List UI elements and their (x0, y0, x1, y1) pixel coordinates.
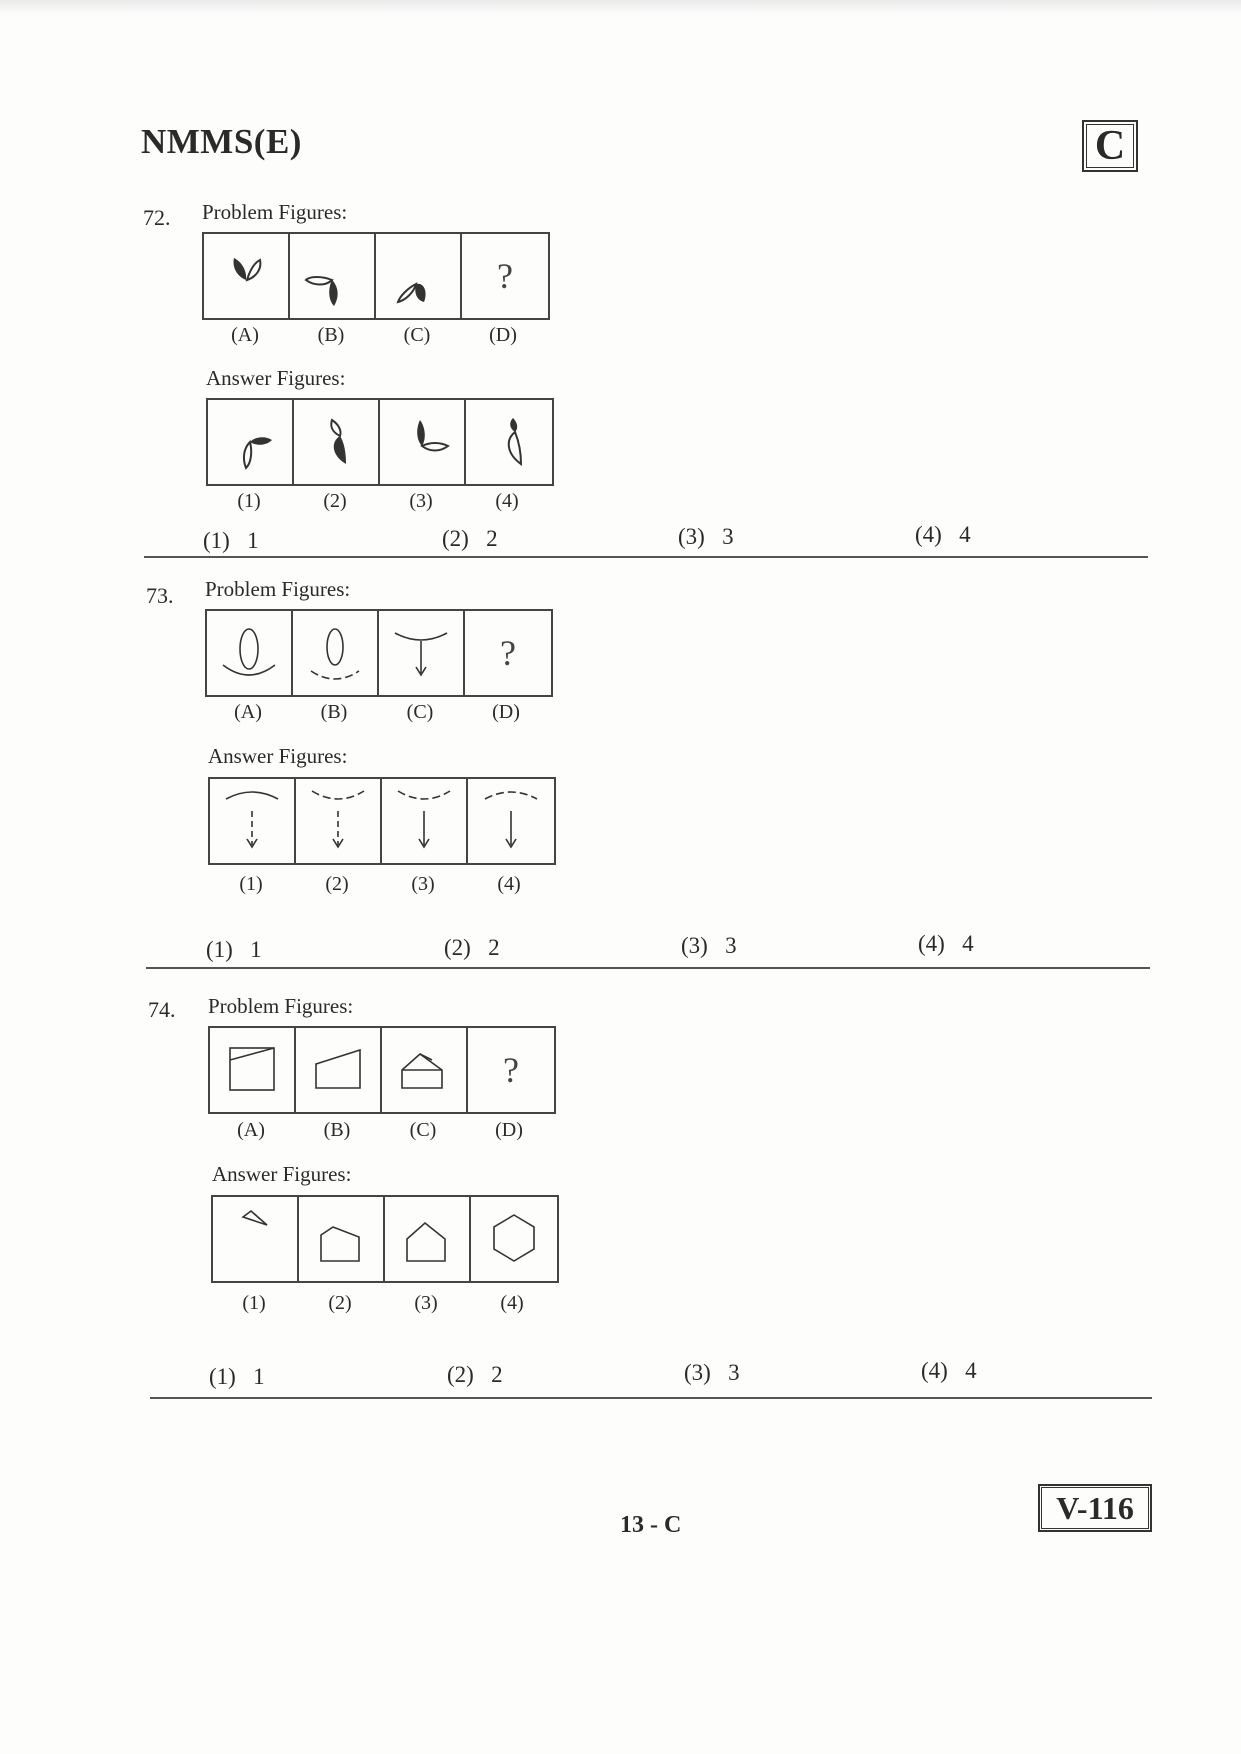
leaf-pair-figure (378, 236, 458, 316)
answer-figure-1[interactable] (208, 400, 294, 484)
problem-figures (202, 232, 550, 320)
option-2[interactable]: (2) 2 (442, 526, 498, 551)
answer-figure-2[interactable] (299, 1197, 385, 1281)
problem-figures-label: Problem Figures: (202, 200, 348, 224)
problem-figure-b (290, 234, 376, 318)
answer-captions (211, 1292, 555, 1315)
caption: (B) (317, 324, 345, 346)
leaf-pair-figure (469, 402, 549, 482)
caption: (3) (411, 873, 435, 895)
answer-figure-1[interactable] (210, 779, 296, 863)
caption: (1) (239, 873, 263, 895)
answer-figures-label: Answer Figures: (208, 744, 348, 768)
caption: (2) (323, 490, 347, 512)
trapezoid-figure (298, 1030, 378, 1110)
problem-figure-a (204, 234, 290, 318)
leaf-pair-figure (210, 402, 290, 482)
question-mark: ? (503, 1050, 519, 1090)
caption: (C) (409, 1119, 437, 1141)
problem-figure-b (293, 611, 379, 695)
option-4[interactable]: (4) 4 (918, 931, 974, 956)
problem-figure-d (465, 611, 551, 695)
answer-captions (206, 490, 550, 513)
caption: (D) (495, 1119, 523, 1141)
square-diagonal-figure (212, 1030, 292, 1110)
problem-captions (208, 1119, 552, 1142)
problem-figure-c (379, 611, 465, 695)
question-number: 72. (143, 205, 171, 230)
question-number: 74. (148, 997, 176, 1022)
problem-figure-a (210, 1028, 296, 1112)
answer-figure-4[interactable] (466, 400, 552, 484)
page-number: 13 - C (620, 1512, 682, 1538)
page-title: NMMS(E) (141, 122, 302, 161)
pentagon-figure (387, 1199, 467, 1279)
problem-figure-d (468, 1028, 554, 1112)
option-1[interactable]: (1) 1 (209, 1364, 265, 1389)
problem-captions (202, 324, 546, 347)
pentagon-figure (384, 1030, 464, 1110)
ellipse-arc-figure (209, 613, 289, 693)
caption: (B) (323, 1119, 351, 1141)
small-triangle-figure (215, 1199, 295, 1279)
caption: (1) (242, 1292, 266, 1314)
option-3[interactable]: (3) 3 (681, 933, 737, 958)
problem-captions (205, 701, 549, 724)
question-mark: ? (500, 633, 516, 673)
caption: (4) (497, 873, 521, 895)
option-2[interactable]: (2) 2 (444, 935, 500, 960)
arrow-arc-figure (381, 613, 461, 693)
answer-figure-1[interactable] (213, 1197, 299, 1281)
caption: (D) (489, 324, 517, 346)
caption: (2) (328, 1292, 352, 1314)
question-number: 73. (146, 583, 174, 608)
hexagon-figure (474, 1199, 554, 1279)
caption: (3) (414, 1292, 438, 1314)
option-3[interactable]: (3) 3 (678, 524, 734, 549)
pentagon-figure (301, 1199, 381, 1279)
option-2[interactable]: (2) 2 (447, 1362, 503, 1387)
problem-figure-c (382, 1028, 468, 1112)
booklet-code: V-116 (1041, 1487, 1149, 1529)
caption: (4) (500, 1292, 524, 1314)
problem-figures (208, 1026, 556, 1114)
answer-figures-label: Answer Figures: (212, 1162, 352, 1186)
dashed-arrow-figure (471, 781, 551, 861)
caption: (A) (234, 701, 262, 723)
problem-figures (205, 609, 553, 697)
problem-figures-label: Problem Figures: (205, 577, 351, 601)
question-mark: ? (497, 256, 513, 296)
booklet-code-box (1038, 1484, 1152, 1532)
problem-figure-d (462, 234, 548, 318)
answer-figure-3[interactable] (385, 1197, 471, 1281)
caption: (A) (231, 324, 259, 346)
answer-figure-4[interactable] (471, 1197, 557, 1281)
dashed-arrow-figure (298, 781, 378, 861)
set-code-box (1082, 120, 1138, 172)
divider (144, 556, 1148, 558)
option-4[interactable]: (4) 4 (915, 522, 971, 547)
caption: (B) (320, 701, 348, 723)
answer-figure-2[interactable] (296, 779, 382, 863)
answer-figure-4[interactable] (468, 779, 554, 863)
caption: (3) (409, 490, 433, 512)
leaf-pair-figure (296, 402, 376, 482)
leaf-pair-figure (206, 236, 286, 316)
option-3[interactable]: (3) 3 (684, 1360, 740, 1385)
answer-figures (211, 1195, 559, 1283)
answer-figure-2[interactable] (294, 400, 380, 484)
answer-figures (208, 777, 556, 865)
problem-figure-a (207, 611, 293, 695)
dashed-arrow-figure (212, 781, 292, 861)
problem-figure-b (296, 1028, 382, 1112)
leaf-pair-figure (292, 236, 372, 316)
option-1[interactable]: (1) 1 (203, 528, 259, 553)
answer-figure-3[interactable] (382, 779, 468, 863)
option-1[interactable]: (1) 1 (206, 937, 262, 962)
ellipse-arc-figure (295, 613, 375, 693)
leaf-pair-figure (382, 402, 462, 482)
answer-figures (206, 398, 554, 486)
divider (150, 1397, 1152, 1399)
caption: (C) (406, 701, 434, 723)
caption: (4) (495, 490, 519, 512)
scan-edge (0, 0, 1241, 14)
option-4[interactable]: (4) 4 (921, 1358, 977, 1383)
dashed-arrow-figure (384, 781, 464, 861)
problem-figure-c (376, 234, 462, 318)
answer-figures-label: Answer Figures: (206, 366, 346, 390)
caption: (2) (325, 873, 349, 895)
caption: (C) (403, 324, 431, 346)
caption: (A) (237, 1119, 265, 1141)
answer-figure-3[interactable] (380, 400, 466, 484)
set-code: C (1086, 124, 1134, 168)
answer-captions (208, 873, 552, 896)
problem-figures-label: Problem Figures: (208, 994, 354, 1018)
caption: (D) (492, 701, 520, 723)
caption: (1) (237, 490, 261, 512)
divider (146, 967, 1150, 969)
